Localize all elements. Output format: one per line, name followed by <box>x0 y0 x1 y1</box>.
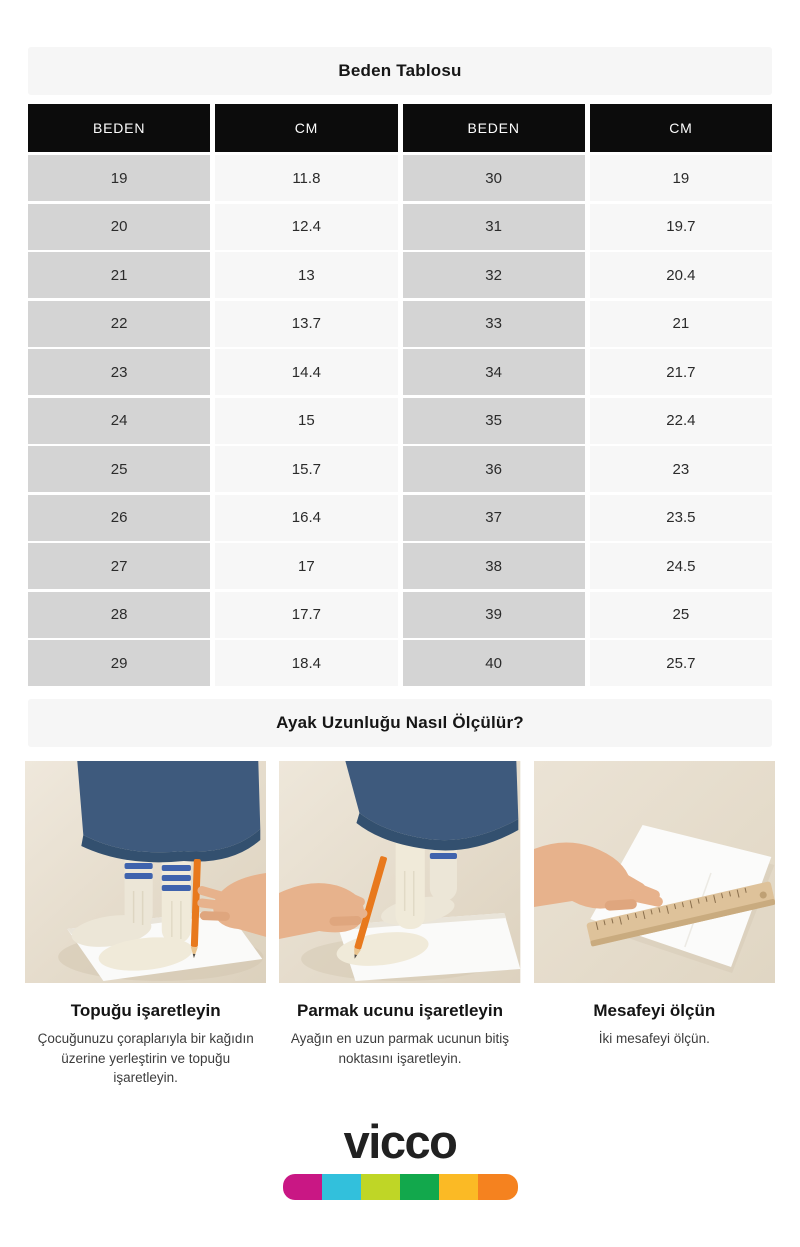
step-title: Topuğu işaretleyin <box>70 1001 221 1020</box>
size-table <box>28 104 772 686</box>
header-cell-cm-right: CM <box>590 104 772 152</box>
cm-cell: 18.4 <box>215 640 397 686</box>
measurement-step-heel <box>25 761 266 1088</box>
header-cell-beden-left: BEDEN <box>28 104 210 152</box>
step-title: Mesafeyi ölçün <box>593 1001 716 1020</box>
measurement-step-toe <box>279 761 520 1088</box>
size-cell: 32 <box>403 252 585 298</box>
cm-cell: 25.7 <box>590 640 772 686</box>
size-cell: 27 <box>28 543 210 589</box>
step-description: Ayağın en uzun parmak ucunun bitiş noktasını işaretleyin. <box>290 1031 510 1066</box>
size-cell: 40 <box>403 640 585 686</box>
step-title: Parmak ucunu işaretleyin <box>297 1001 503 1020</box>
table-row <box>28 495 772 541</box>
size-cell: 36 <box>403 446 585 492</box>
size-cell: 21 <box>28 252 210 298</box>
logo-bar-segment <box>361 1174 400 1200</box>
cm-cell: 19 <box>590 155 772 201</box>
measurement-steps <box>25 761 775 1088</box>
cm-cell: 20.4 <box>590 252 772 298</box>
size-cell: 38 <box>403 543 585 589</box>
cm-cell: 19.7 <box>590 204 772 250</box>
cm-cell: 15 <box>215 398 397 444</box>
child-heel-marking-photo <box>25 761 266 983</box>
logo-bar-segment <box>283 1174 322 1200</box>
step-description: İki mesafeyi ölçün. <box>598 1031 710 1046</box>
size-cell: 31 <box>403 204 585 250</box>
cm-cell: 14.4 <box>215 349 397 395</box>
logo-bar-segment <box>439 1174 478 1200</box>
size-cell: 30 <box>403 155 585 201</box>
cm-cell: 21 <box>590 301 772 347</box>
table-row <box>28 398 772 444</box>
cm-cell: 16.4 <box>215 495 397 541</box>
table-row <box>28 349 772 395</box>
cm-cell: 23 <box>590 446 772 492</box>
logo-bar-segment <box>322 1174 361 1200</box>
page-title-label: Beden Tablosu <box>338 61 462 80</box>
size-cell: 23 <box>28 349 210 395</box>
table-row <box>28 592 772 638</box>
table-row <box>28 155 772 201</box>
table-row <box>28 301 772 347</box>
size-cell: 28 <box>28 592 210 638</box>
cm-cell: 15.7 <box>215 446 397 492</box>
logo-bar-segment <box>400 1174 439 1200</box>
toe-tip-marking-photo <box>279 761 520 983</box>
table-row <box>28 446 772 492</box>
header-cell-cm-left: CM <box>215 104 397 152</box>
step-description: Çocuğunuzu çoraplarıyla bir kağıdın üzerine yerleştirin ve topuğu işaretleyin. <box>37 1031 254 1086</box>
cm-cell: 21.7 <box>590 349 772 395</box>
cm-cell: 12.4 <box>215 204 397 250</box>
table-row <box>28 640 772 686</box>
size-cell: 19 <box>28 155 210 201</box>
cm-cell: 17.7 <box>215 592 397 638</box>
brand-footer <box>0 1116 800 1201</box>
table-row <box>28 543 772 589</box>
size-cell: 22 <box>28 301 210 347</box>
size-cell: 29 <box>28 640 210 686</box>
cm-cell: 13 <box>215 252 397 298</box>
cm-cell: 23.5 <box>590 495 772 541</box>
size-cell: 26 <box>28 495 210 541</box>
ruler-measuring-photo <box>534 761 775 983</box>
cm-cell: 24.5 <box>590 543 772 589</box>
size-cell: 39 <box>403 592 585 638</box>
size-cell: 24 <box>28 398 210 444</box>
cm-cell: 13.7 <box>215 301 397 347</box>
size-cell: 33 <box>403 301 585 347</box>
size-cell: 20 <box>28 204 210 250</box>
header-cell-beden-right: BEDEN <box>403 104 585 152</box>
cm-cell: 25 <box>590 592 772 638</box>
size-cell: 35 <box>403 398 585 444</box>
logo-bar-segment <box>478 1174 517 1200</box>
cm-cell: 22.4 <box>590 398 772 444</box>
page-title <box>28 47 772 95</box>
table-row <box>28 252 772 298</box>
measurement-step-measure <box>534 761 775 1088</box>
table-row <box>28 204 772 250</box>
size-cell: 34 <box>403 349 585 395</box>
cm-cell: 17 <box>215 543 397 589</box>
jeans-hem <box>77 761 260 862</box>
vicco-rainbow-bar <box>283 1174 518 1200</box>
size-cell: 37 <box>403 495 585 541</box>
size-cell: 25 <box>28 446 210 492</box>
vicco-logo: vicco <box>343 1114 457 1168</box>
table-header-row <box>28 104 772 152</box>
cm-cell: 11.8 <box>215 155 397 201</box>
measurement-section-title-label: Ayak Uzunluğu Nasıl Ölçülür? <box>276 713 524 732</box>
measurement-section-title <box>28 699 772 747</box>
